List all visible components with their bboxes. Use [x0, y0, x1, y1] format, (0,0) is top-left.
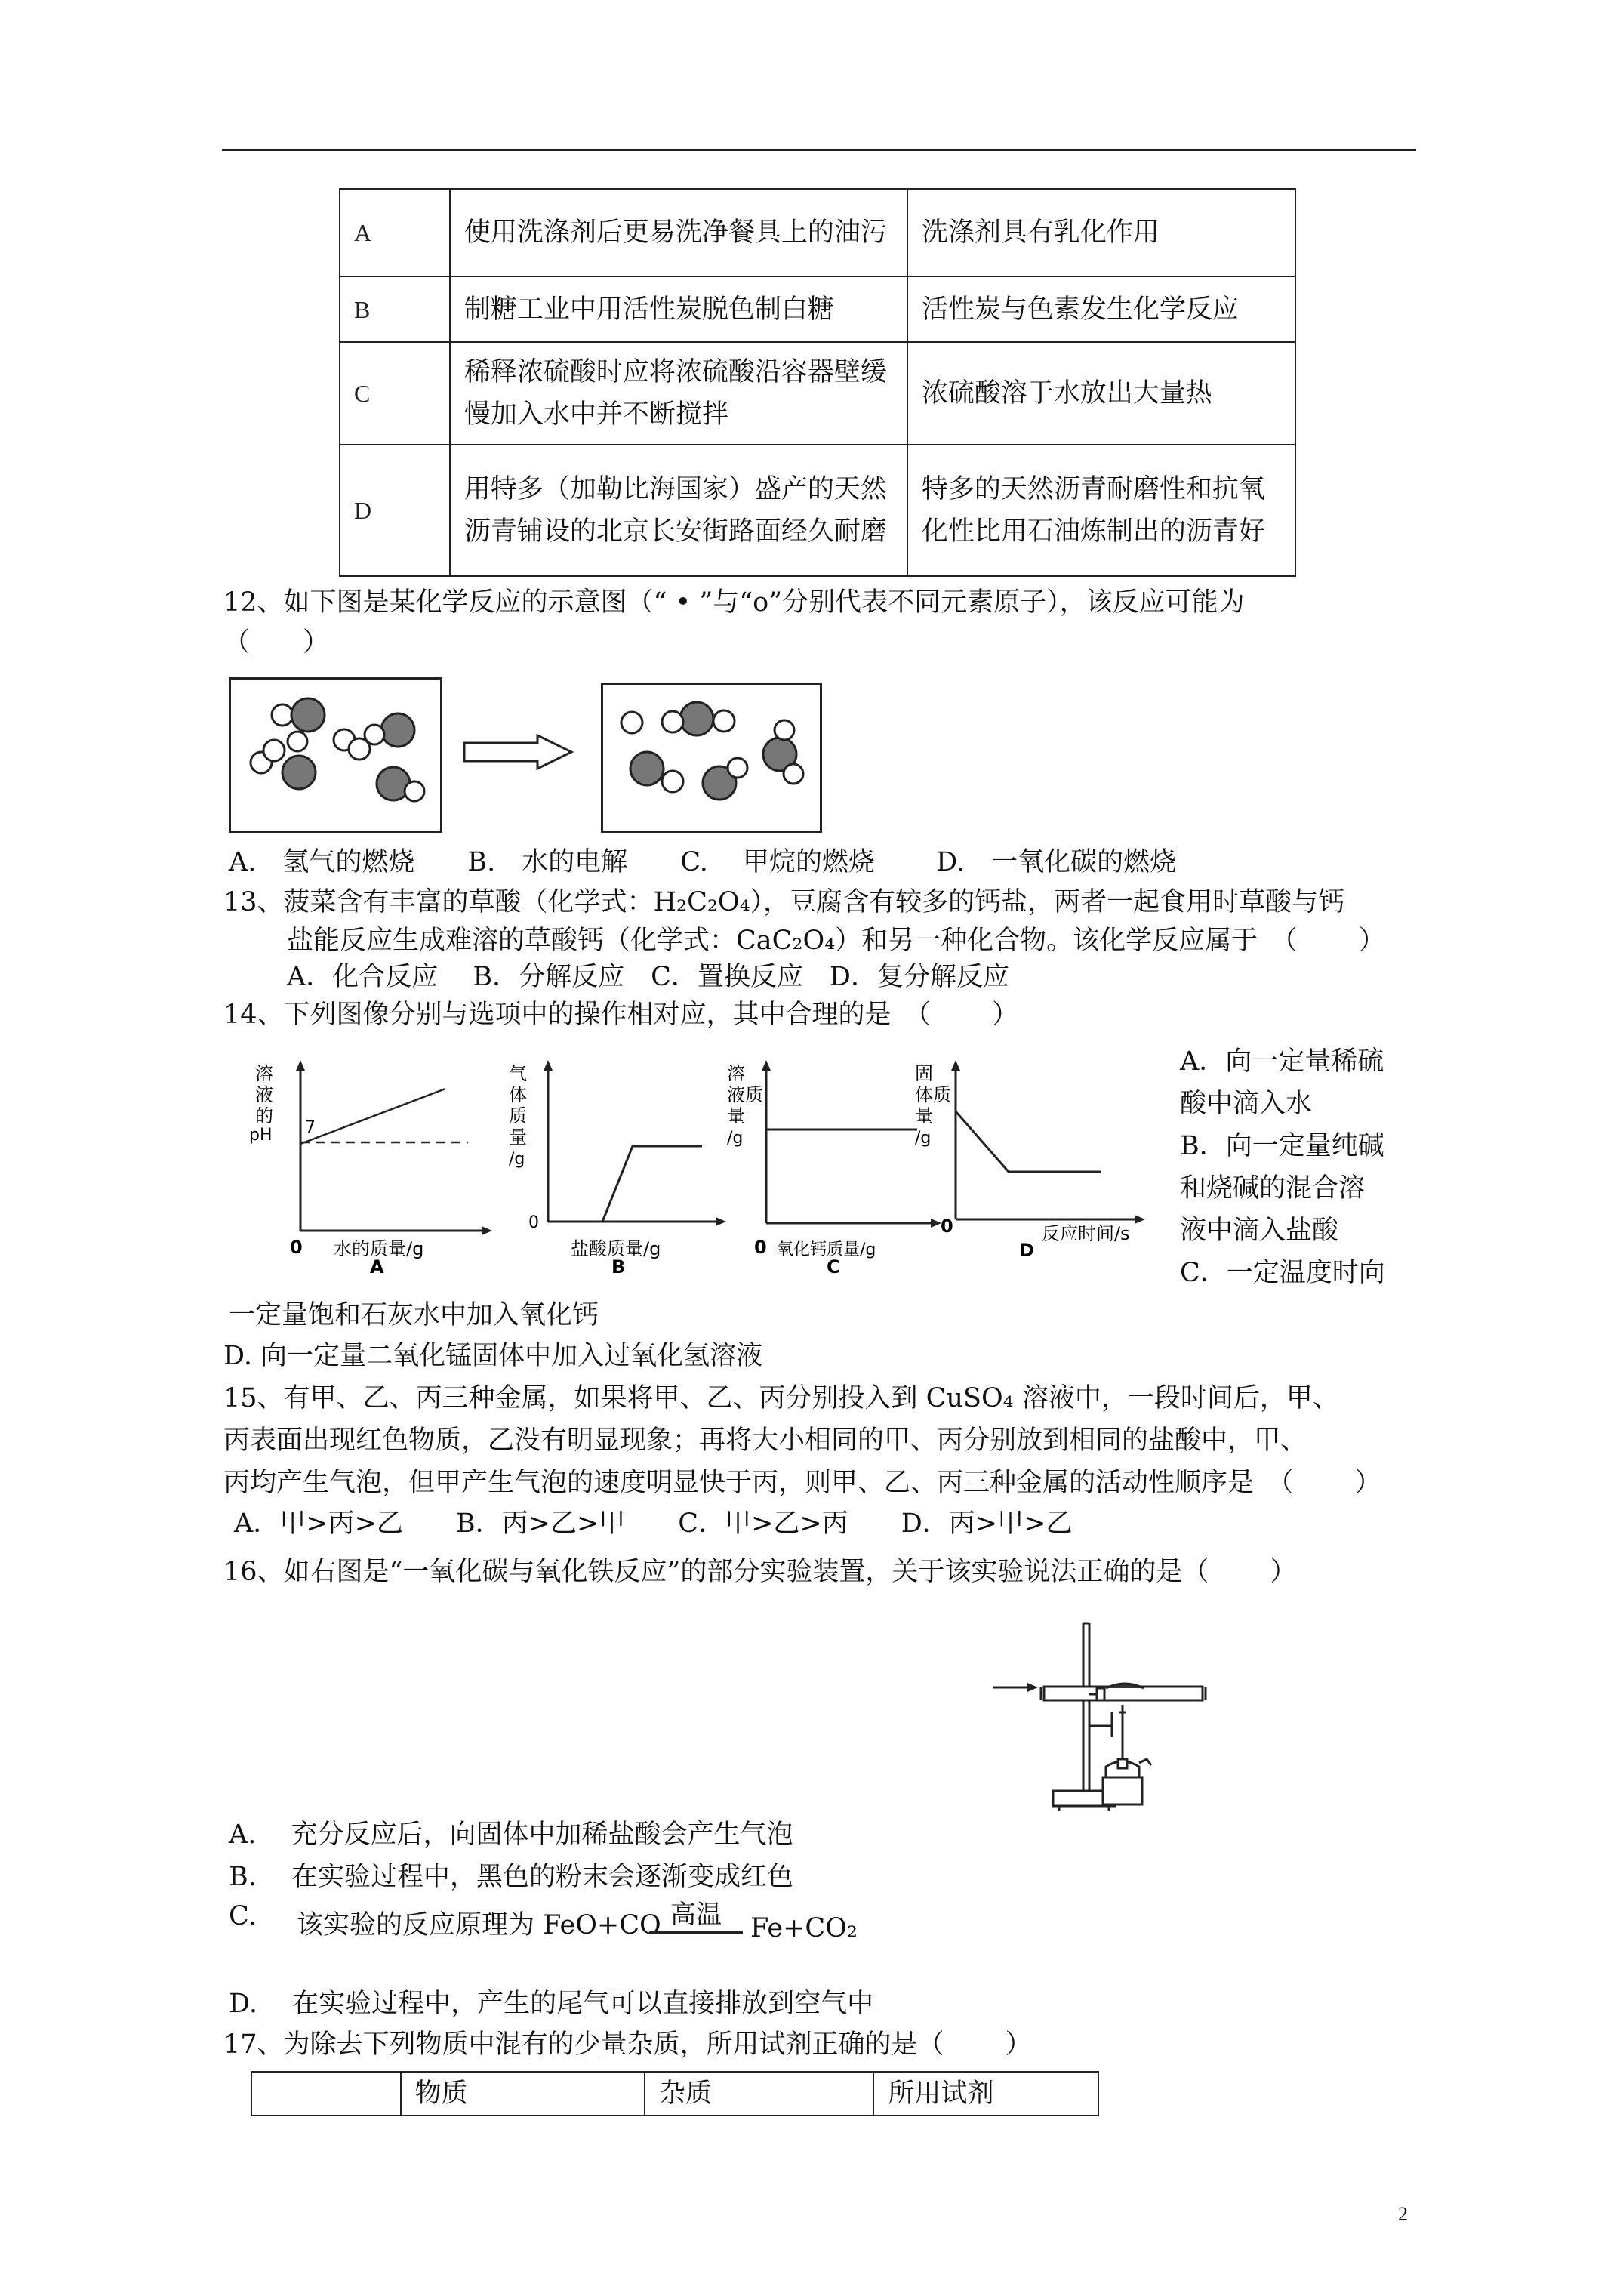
white-atom [728, 758, 747, 778]
white-atom [405, 781, 424, 801]
row-action: 使用洗涤剂后更易洗净餐具上的油污 [450, 189, 907, 276]
row-letter: A [340, 189, 450, 276]
q16-reaction-condition: 高温 [649, 1900, 743, 1934]
q14-side-line: B．向一定量纯碱 [1180, 1131, 1384, 1161]
white-atom [263, 740, 285, 761]
white-atom [365, 725, 384, 744]
white-atom [784, 764, 803, 784]
graph-a-origin: 0 [290, 1237, 303, 1258]
table-row [340, 276, 1295, 342]
row-action: 制糖工业中用活性炭脱色制白糖 [450, 276, 907, 342]
q13-options: A．化合反应 B．分解反应 C．置换反应 D．复分解反应 [287, 962, 1009, 992]
row-action: 稀释浓硫酸时应将浓硫酸沿容器壁缓慢加入水中并不断搅拌 [450, 342, 907, 445]
graph-a-ylabel: pH [249, 1126, 273, 1145]
graph-a-ylabel: 溶 [255, 1063, 273, 1084]
white-atom [775, 720, 794, 740]
graph-b-ylabel: 气 [509, 1063, 527, 1084]
graph-b-ylabel: 体 [509, 1084, 527, 1105]
graph-d-ylabel: /g [915, 1129, 932, 1148]
graph-b-letter: B [611, 1256, 626, 1276]
row-reason: 洗涤剂具有乳化作用 [907, 189, 1295, 276]
graph-b [498, 1057, 732, 1276]
graph-a-tick: 7 [305, 1118, 316, 1137]
graph-a-letter: A [370, 1256, 384, 1276]
table-row [340, 189, 1295, 276]
graph-c-ylabel: /g [727, 1129, 744, 1148]
graph-d-ylabel: 固 [915, 1063, 933, 1084]
white-atom [662, 771, 683, 792]
dark-atom [291, 698, 325, 732]
graph-c-xlabel: 氧化钙质量/g [777, 1240, 876, 1259]
q11-table [339, 188, 1296, 577]
q12-options: A. 氢气的燃烧 B. 水的电解 C. 甲烷的燃烧 D. 一氧化碳的燃烧 [229, 847, 1177, 877]
table-row [340, 342, 1295, 445]
q17-table [251, 2071, 1099, 2116]
white-atom [288, 732, 307, 751]
row-reason: 浓硫酸溶于水放出大量热 [907, 342, 1295, 445]
graph-b-ylabel: 量 [509, 1126, 527, 1148]
graph-d-letter: D [1019, 1240, 1034, 1261]
row-letter: D [340, 445, 450, 576]
row-letter: B [340, 276, 450, 342]
graph-d [906, 1057, 1155, 1276]
row-action: 用特多（加勒比海国家）盛产的天然沥青铺设的北京长安街路面经久耐磨 [450, 445, 907, 576]
graph-b-ylabel: 质 [509, 1105, 527, 1126]
q12-stem: 12、如下图是某化学反应的示意图（“ • ”与“o”分别代表不同元素原子），该反应可能为 [223, 587, 1245, 618]
graph-c-letter: C [827, 1256, 840, 1276]
row-letter: C [340, 342, 450, 445]
graph-a-ylabel: 液 [255, 1084, 273, 1105]
graph-d-xlabel: 反应时间/s [1042, 1223, 1130, 1244]
graph-c-origin: 0 [754, 1237, 767, 1258]
graph-d-ylabel: 体质 [915, 1084, 951, 1105]
header-cell: 所用试剂 [873, 2072, 1098, 2116]
graph-b-origin: 0 [528, 1213, 539, 1232]
q16-option-c-letter: C. [229, 1901, 257, 1931]
q16-option-b: B. 在实验过程中，黑色的粉末会逐渐变成红色 [229, 1862, 793, 1892]
q13-line2: 盐能反应生成难溶的草酸钙（化学式：CaC₂O₄）和另一种化合物。该化学反应属于 （ ） [287, 926, 1385, 956]
table-row [340, 445, 1295, 576]
q14-cont: 一定量饱和石灰水中加入氧化钙 [229, 1300, 599, 1330]
q12-products-box [601, 683, 822, 833]
graph-c-ylabel: 液质 [727, 1084, 763, 1105]
q14-side-line: 酸中滴入水 [1180, 1089, 1313, 1119]
q15-line1: 15、有甲、乙、丙三种金属，如果将甲、乙、丙分别投入到 CuSO₄ 溶液中，一段时间后，甲、 [223, 1383, 1339, 1413]
header-cell: 物质 [401, 2072, 645, 2116]
q16-stem: 16、如右图是“一氧化碳与氧化铁反应”的部分实验装置，关于该实验说法正确的是（ ） [223, 1557, 1297, 1587]
graph-a [249, 1057, 498, 1276]
row-reason: 活性炭与色素发生化学反应 [907, 276, 1295, 342]
q14-side-line: 和烧碱的混合溶 [1180, 1173, 1366, 1203]
graph-c-ylabel: 溶 [727, 1063, 745, 1084]
page-number: 2 [1398, 2203, 1408, 2225]
q17-stem: 17、为除去下列物质中混有的少量杂质，所用试剂正确的是（ ） [223, 2029, 1032, 2060]
graph-a-xlabel: 水的质量/g [334, 1238, 424, 1259]
graph-b-xlabel: 盐酸质量/g [571, 1238, 661, 1259]
graph-c-ylabel: 量 [727, 1105, 745, 1126]
dark-atom [630, 752, 664, 785]
reaction-arrow-icon [462, 734, 575, 772]
dark-atom [381, 713, 414, 747]
q15-line2: 丙表面出现红色物质，乙没有明显现象；再将大小相同的甲、丙分别放到相同的盐酸中，甲、 [223, 1425, 1307, 1456]
q14-stem: 14、下列图像分别与选项中的操作相对应，其中合理的是 （ ） [223, 1000, 1019, 1030]
q15-line3: 丙均产生气泡，但甲产生气泡的速度明显快于丙，则甲、乙、丙三种金属的活动性顺序是 （ ） [223, 1468, 1381, 1498]
q12-reactants-box [229, 677, 442, 833]
table-header-row [251, 2072, 1098, 2116]
q15-options: A．甲>丙>乙 B．丙>乙>甲 C．甲>乙>丙 D．丙>甲>乙 [234, 1509, 1073, 1539]
row-reason: 特多的天然沥青耐磨性和抗氧化性比用石油炼制出的沥青好 [907, 445, 1295, 576]
co-fe2o3-apparatus [985, 1616, 1242, 1812]
white-atom [662, 711, 683, 732]
q14-side-line: C．一定温度时向 [1180, 1258, 1385, 1288]
graph-d-origin: 0 [941, 1216, 953, 1237]
q16-option-d: D. 在实验过程中，产生的尾气可以直接排放到空气中 [229, 1989, 874, 2019]
white-atom [713, 710, 735, 732]
header-cell: 杂质 [645, 2072, 873, 2116]
white-atom [621, 712, 642, 733]
q16-option-c-product: Fe+CO₂ [750, 1913, 858, 1943]
q16-option-c-text: 该实验的反应原理为 FeO+CO [297, 1910, 661, 1940]
product-molecules [603, 685, 820, 831]
header-cell [251, 2072, 401, 2116]
reactant-molecules [231, 680, 440, 831]
q16-option-a: A. 充分反应后，向固体中加稀盐酸会产生气泡 [229, 1820, 793, 1850]
graph-d-ylabel: 量 [915, 1105, 933, 1126]
q14-side-line: 液中滴入盐酸 [1180, 1216, 1339, 1246]
q12-stem-paren: （ ） [223, 627, 330, 658]
white-atom [272, 704, 293, 726]
header-rule [222, 149, 1416, 151]
graph-a-ylabel: 的 [255, 1105, 273, 1126]
q13-line1: 13、菠菜含有丰富的草酸（化学式：H₂C₂O₄），豆腐含有较多的钙盐，两者一起食用时草酸与钙 [223, 887, 1345, 917]
q14-side-line: A．向一定量稀硫 [1180, 1046, 1384, 1077]
graph-b-ylabel: /g [509, 1150, 525, 1169]
dark-atom [680, 702, 713, 735]
dark-atom [282, 756, 316, 789]
q14-option-d: D. 向一定量二氧化锰固体中加入过氧化氢溶液 [223, 1341, 763, 1371]
